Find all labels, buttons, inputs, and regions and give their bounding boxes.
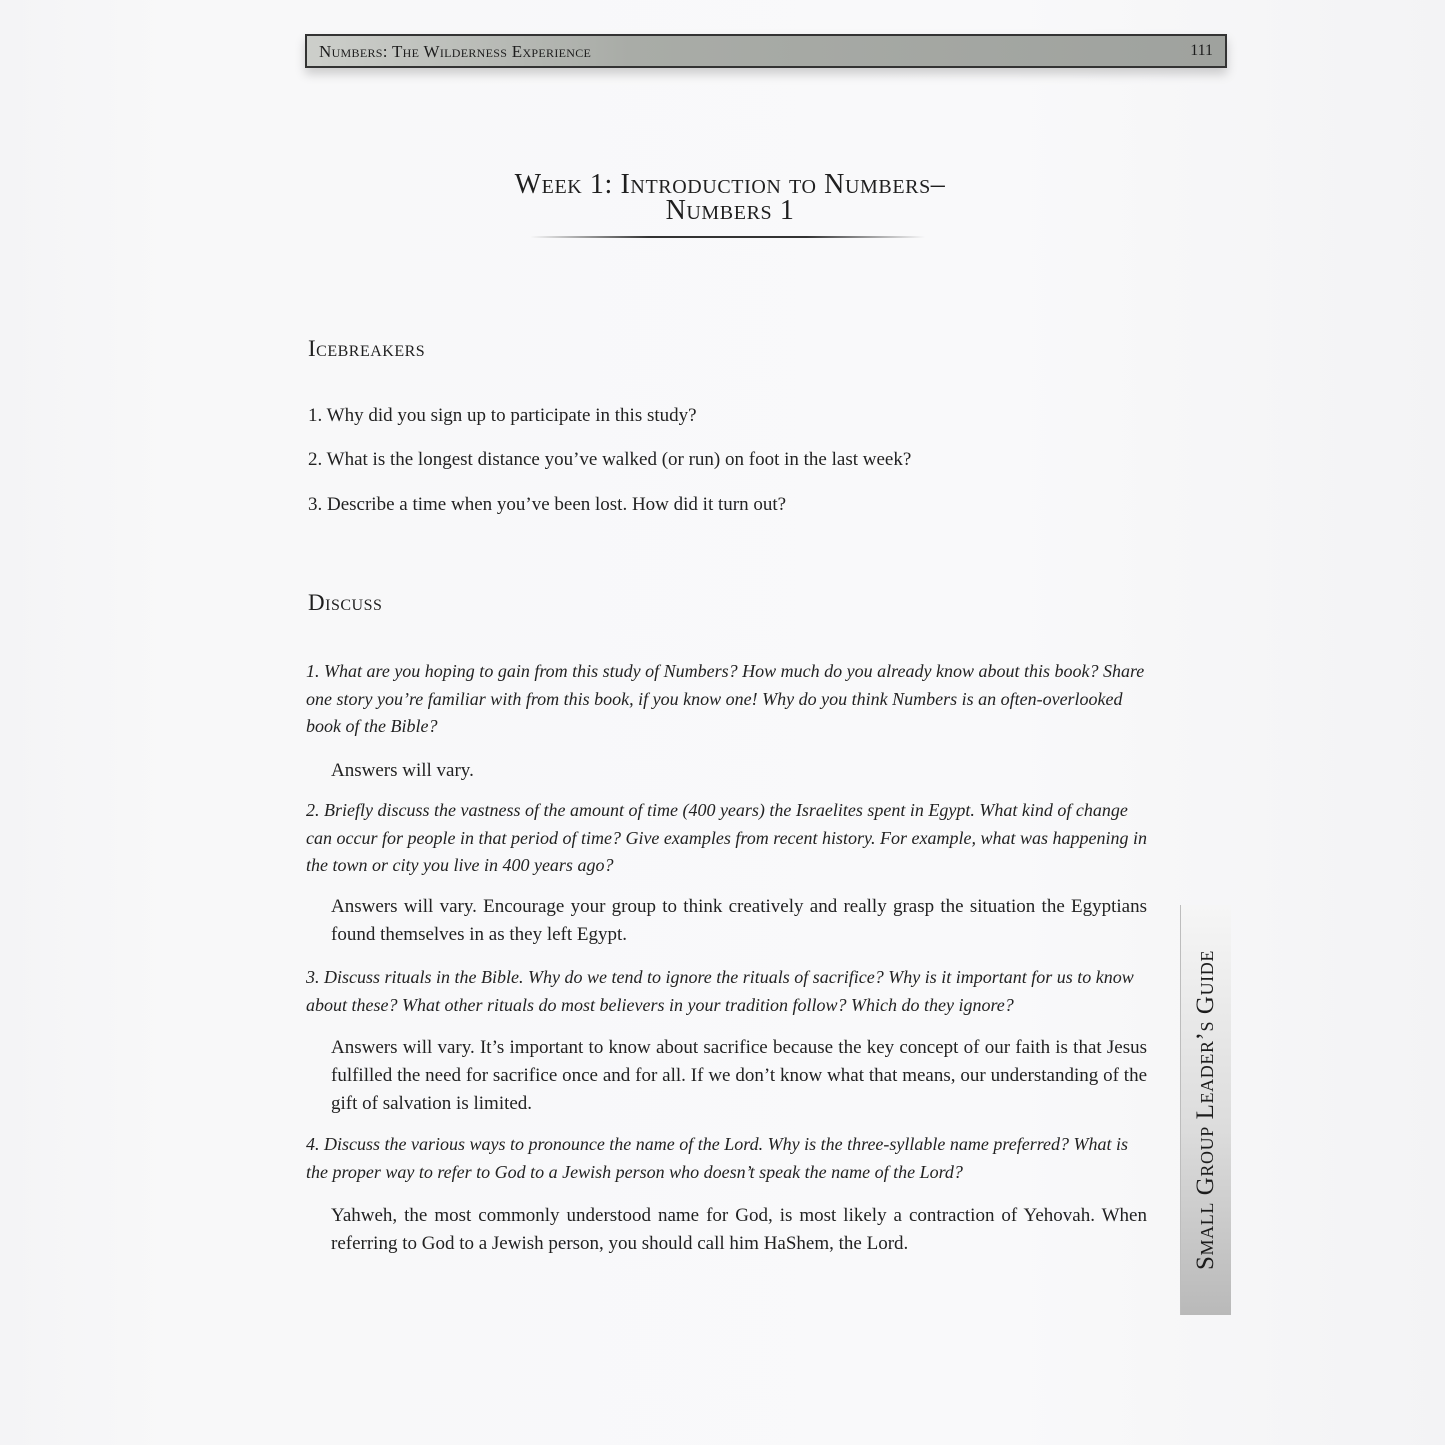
- discuss-question-3: 3. Discuss rituals in the Bible. Why do we tend to ignore the rituals of sacrifice? Why is it important for us to know about these? What other rituals do most believers in your tradition follow? Which do they ignore?: [306, 967, 1134, 1015]
- discuss-answer-2: Answers will vary. Encourage your group to think creatively and really grasp the situation the Egyptians found themselves in as they left Egypt.: [331, 896, 1147, 945]
- icebreaker-item-2: 2. What is the longest distance you’ve walked (or run) on foot in the last week?: [308, 449, 912, 470]
- side-tab: [1180, 905, 1231, 1315]
- icebreaker-item-1: 1. Why did you sign up to participate in this study?: [308, 405, 697, 426]
- discuss-answer-4: Yahweh, the most commonly understood name for God, is most likely a contraction of Yehovah. When referring to God to a Jewish person, you should call him HaShem, the Lord.: [331, 1205, 1147, 1254]
- side-tab-label: Small Group Leader’s Guide: [1192, 950, 1219, 1270]
- title-divider: [530, 236, 925, 238]
- running-header: [305, 34, 1227, 68]
- icebreakers-heading: Icebreakers: [308, 336, 426, 361]
- icebreaker-item-3: 3. Describe a time when you’ve been lost. How did it turn out?: [308, 494, 787, 515]
- chapter-title-line-1: Week 1: Introduction to Numbers–: [514, 169, 946, 200]
- discuss-question-2: 2. Briefly discuss the vastness of the amount of time (400 years) the Israelites spent in Egypt. What kind of change can occur for people in that period of time? Give examples from recent history. For example, what was happening in the town or city you live in 400 years ago?: [306, 800, 1148, 875]
- discuss-answer-3: Answers will vary. It’s important to know about sacrifice because the key concept of our faith is that Jesus fulfilled the need for sacrifice once and for all. If we don’t know what that means, our understanding of the gift of salvation is limited.: [331, 1037, 1147, 1114]
- discuss-question-1: 1. What are you hoping to gain from this study of Numbers? How much do you already know about this book? Share one story you’re familiar with from this book, if you know one! Why do you think Numbers is an often-overlooked book of the Bible?: [306, 661, 1145, 736]
- chapter-title: [440, 169, 1020, 226]
- discuss-answer-1: Answers will vary.: [331, 760, 474, 781]
- discuss-heading: Discuss: [308, 590, 383, 615]
- chapter-title-line-2: Numbers 1: [665, 195, 795, 226]
- discuss-question-4: 4. Discuss the various ways to pronounce the name of the Lord. Why is the three-syllable name preferred? What is the proper way to refer to God to a Jewish person who doesn’t speak the name of the Lord?: [306, 1134, 1129, 1182]
- page-number: 111: [1190, 42, 1213, 59]
- running-header-title: Numbers: The Wilderness Experience: [319, 42, 592, 61]
